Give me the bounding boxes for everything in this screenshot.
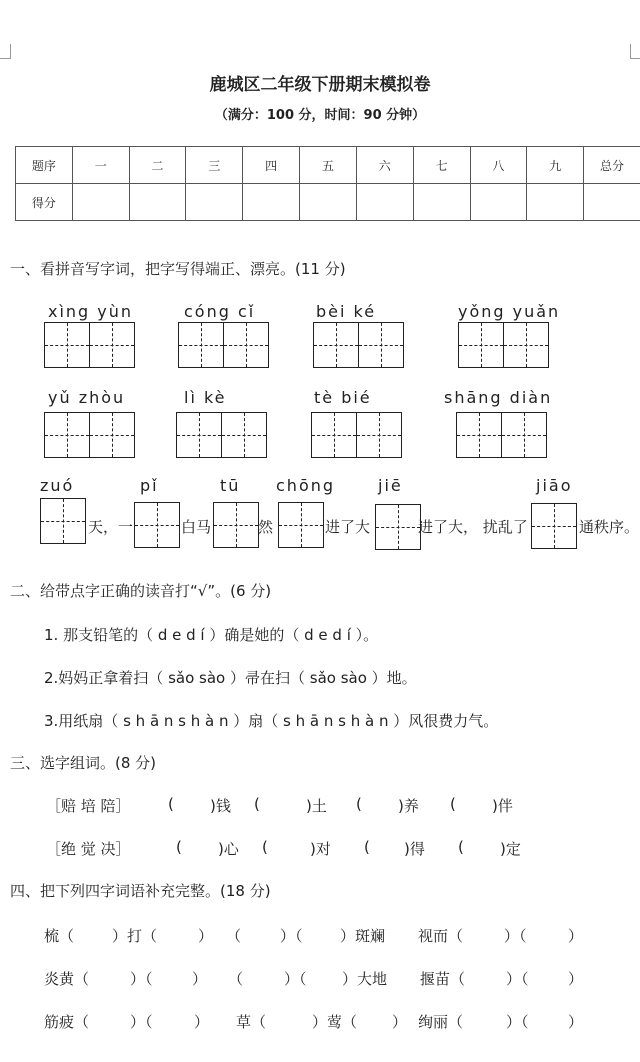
idiom-fragment: ） bbox=[568, 1013, 584, 1031]
writing-grid bbox=[278, 502, 324, 548]
idiom-fragment: ）（ bbox=[506, 970, 529, 988]
writing-cell[interactable] bbox=[278, 502, 324, 548]
word-item: )对 bbox=[310, 840, 331, 858]
word-choice-group: ［绝 觉 决］ bbox=[46, 840, 131, 858]
pinyin-label: yǔ zhòu bbox=[48, 388, 126, 407]
idiom-fragment: ） bbox=[198, 927, 214, 945]
pinyin-label: pǐ bbox=[140, 476, 159, 495]
pinyin-label: zuó bbox=[40, 476, 75, 495]
header-cell: 总分 bbox=[584, 147, 640, 184]
writing-cell[interactable] bbox=[531, 503, 577, 549]
word-item: )得 bbox=[404, 840, 425, 858]
pinyin-label: lì kè bbox=[184, 388, 227, 407]
idiom-fragment: ）（ bbox=[506, 1013, 529, 1031]
score-cell[interactable] bbox=[356, 184, 413, 221]
writing-cell[interactable] bbox=[501, 412, 547, 458]
score-table bbox=[15, 146, 640, 221]
word-item: )伴 bbox=[492, 797, 513, 815]
writing-cell[interactable] bbox=[356, 412, 402, 458]
header-cell: 三 bbox=[186, 147, 243, 184]
writing-cell[interactable] bbox=[213, 502, 259, 548]
writing-grid bbox=[458, 322, 549, 368]
corner-mark-left bbox=[0, 44, 11, 59]
idiom-fragment: ）打（ bbox=[112, 927, 158, 945]
writing-cell[interactable] bbox=[176, 412, 222, 458]
sentence-fragment: 进了大 bbox=[325, 518, 371, 536]
sentence-fragment: 然 bbox=[258, 518, 274, 536]
pinyin-label: bèi ké bbox=[316, 302, 377, 321]
pinyin-label: shāng diàn bbox=[444, 388, 553, 407]
idiom-fragment: （ bbox=[226, 927, 242, 945]
score-table-score-row bbox=[16, 184, 640, 221]
answer-blank[interactable]: ( bbox=[168, 795, 174, 813]
idiom-fragment: 揠苗（ bbox=[420, 970, 466, 988]
score-cell[interactable] bbox=[527, 184, 584, 221]
section4-heading: 四、把下列四字词语补充完整。(18 分) bbox=[10, 882, 271, 900]
word-item: )心 bbox=[218, 840, 239, 858]
page-subtitle: （满分：100 分，时间：90 分钟） bbox=[214, 108, 426, 123]
corner-mark-right bbox=[630, 44, 640, 59]
answer-blank[interactable]: ( bbox=[262, 838, 268, 856]
header-cell: 五 bbox=[300, 147, 357, 184]
idiom-fragment: ） bbox=[392, 1013, 408, 1031]
writing-cell[interactable] bbox=[44, 412, 90, 458]
answer-blank[interactable]: ( bbox=[458, 838, 464, 856]
answer-blank[interactable]: ( bbox=[176, 838, 182, 856]
score-cell[interactable] bbox=[129, 184, 186, 221]
sentence-fragment: 白马 bbox=[181, 518, 212, 536]
idiom-fragment: ）大地 bbox=[342, 970, 388, 988]
word-choice-group: ［赔 培 陪］ bbox=[46, 797, 131, 815]
pinyin-label: jiāo bbox=[536, 476, 573, 495]
score-row-label: 得分 bbox=[16, 184, 73, 221]
score-cell[interactable] bbox=[243, 184, 300, 221]
idiom-fragment: ） bbox=[568, 927, 584, 945]
header-cell: 题序 bbox=[16, 147, 73, 184]
writing-cell[interactable] bbox=[456, 412, 502, 458]
writing-grid bbox=[44, 412, 135, 458]
pinyin-label: tū bbox=[220, 476, 241, 495]
idiom-fragment: ） bbox=[194, 1013, 210, 1031]
answer-blank[interactable]: ( bbox=[254, 795, 260, 813]
header-cell: 二 bbox=[129, 147, 186, 184]
writing-grid bbox=[313, 322, 404, 368]
writing-cell[interactable] bbox=[89, 322, 135, 368]
word-item: )定 bbox=[500, 840, 521, 858]
idiom-fragment: （ bbox=[228, 970, 244, 988]
word-item: )钱 bbox=[210, 797, 231, 815]
header-cell: 六 bbox=[356, 147, 413, 184]
pinyin-label: yǒng yuǎn bbox=[458, 302, 561, 321]
page-title: 鹿城区二年级下册期末模拟卷 bbox=[209, 75, 431, 95]
idiom-fragment: ）斑斓 bbox=[340, 927, 386, 945]
writing-cell[interactable] bbox=[311, 412, 357, 458]
idiom-fragment: 绚丽（ bbox=[418, 1013, 464, 1031]
score-cell[interactable] bbox=[470, 184, 527, 221]
answer-blank[interactable]: ( bbox=[364, 838, 370, 856]
writing-grid bbox=[375, 504, 421, 550]
idiom-fragment: ）（ bbox=[130, 1013, 153, 1031]
writing-cell[interactable] bbox=[375, 504, 421, 550]
writing-grid bbox=[134, 502, 180, 548]
header-cell: 七 bbox=[413, 147, 470, 184]
idiom-fragment: 筋疲（ bbox=[44, 1013, 90, 1031]
question-line: 1. 那支铅笔的（ d e d í ）确是她的（ d e d í ）。 bbox=[44, 626, 379, 644]
writing-cell[interactable] bbox=[178, 322, 224, 368]
idiom-fragment: ）（ bbox=[280, 927, 303, 945]
writing-cell[interactable] bbox=[223, 322, 269, 368]
pinyin-label: chōng bbox=[276, 476, 336, 495]
writing-grid bbox=[44, 322, 135, 368]
writing-cell[interactable] bbox=[313, 322, 359, 368]
word-item: )养 bbox=[398, 797, 419, 815]
section1-heading: 一、看拼音写字词，把字写得端正、漂亮。(11 分) bbox=[10, 260, 346, 278]
sentence-fragment: 天，一 bbox=[88, 518, 134, 536]
score-cell[interactable] bbox=[584, 184, 640, 221]
header-cell: 八 bbox=[470, 147, 527, 184]
question-line: 3.用纸扇（ s h ā n s h à n ）扇（ s h ā n s h à n ）风很费力气。 bbox=[44, 712, 499, 730]
writing-cell[interactable] bbox=[221, 412, 267, 458]
sentence-fragment: 进了大， 扰乱了 bbox=[418, 518, 528, 536]
pinyin-label: jiē bbox=[378, 476, 403, 495]
writing-grid bbox=[531, 503, 577, 549]
pinyin-label: tè bié bbox=[314, 388, 372, 407]
question-line: 2.妈妈正拿着扫（ sǎo sào ）帚在扫（ sǎo sào ）地。 bbox=[44, 669, 417, 687]
writing-cell[interactable] bbox=[503, 322, 549, 368]
writing-cell[interactable] bbox=[40, 498, 86, 544]
score-cell[interactable] bbox=[72, 184, 129, 221]
writing-cell[interactable] bbox=[458, 322, 504, 368]
writing-grid bbox=[213, 502, 259, 548]
word-item: )土 bbox=[306, 797, 327, 815]
writing-grid bbox=[178, 322, 269, 368]
pinyin-label: cóng cǐ bbox=[184, 302, 256, 321]
writing-grid bbox=[311, 412, 402, 458]
idiom-fragment: 炎黄（ bbox=[44, 970, 90, 988]
section2-heading: 二、给带点字正确的读音打“√”。(6 分) bbox=[10, 582, 272, 600]
idiom-fragment: ）（ bbox=[504, 927, 527, 945]
idiom-fragment: 梳（ bbox=[44, 927, 75, 945]
idiom-fragment: ） bbox=[192, 970, 208, 988]
pinyin-label: xìng yùn bbox=[48, 302, 134, 321]
idiom-fragment: ）莺（ bbox=[312, 1013, 358, 1031]
idiom-fragment: ）（ bbox=[284, 970, 307, 988]
writing-grid bbox=[40, 498, 86, 544]
section3-heading: 三、选字组词。(8 分) bbox=[10, 754, 157, 772]
score-cell[interactable] bbox=[186, 184, 243, 221]
score-cell[interactable] bbox=[300, 184, 357, 221]
header-cell: 四 bbox=[243, 147, 300, 184]
answer-blank[interactable]: ( bbox=[450, 795, 456, 813]
idiom-fragment: ） bbox=[568, 970, 584, 988]
writing-cell[interactable] bbox=[44, 322, 90, 368]
writing-grid bbox=[456, 412, 547, 458]
header-cell: 九 bbox=[527, 147, 584, 184]
score-cell[interactable] bbox=[413, 184, 470, 221]
writing-cell[interactable] bbox=[358, 322, 404, 368]
sentence-fragment: 通秩序。 bbox=[579, 518, 640, 536]
answer-blank[interactable]: ( bbox=[356, 795, 362, 813]
writing-cell[interactable] bbox=[134, 502, 180, 548]
idiom-fragment: ）（ bbox=[130, 970, 153, 988]
idiom-fragment: 视而（ bbox=[418, 927, 464, 945]
writing-cell[interactable] bbox=[89, 412, 135, 458]
writing-grid bbox=[176, 412, 267, 458]
header-cell: 一 bbox=[72, 147, 129, 184]
idiom-fragment: 草（ bbox=[236, 1013, 267, 1031]
score-table-header-row bbox=[16, 147, 640, 184]
